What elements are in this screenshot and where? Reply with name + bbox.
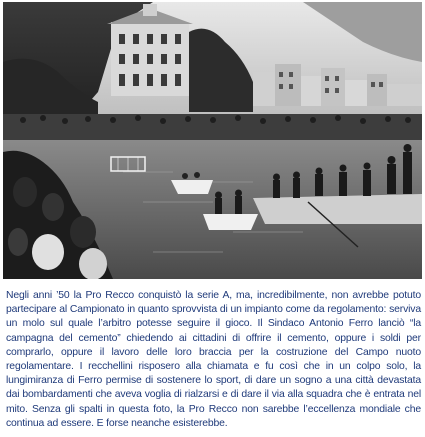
- rowing-boat: [253, 194, 422, 224]
- photo-illustration: [3, 2, 422, 279]
- historical-photo: [3, 2, 422, 279]
- photo-caption: Negli anni ’50 la Pro Recco conquistò la serie A, ma, incredibilmente, non avrebbe potuto partecipare al Campionato in quanto sprovvista di un impianto come da regolamento: serviva un molo sul quale l’arbitro potesse seguire il gioco. Il Sindaco Antonio Ferro lanciò “la campagna del cemento” chiedendo ai cittadini di offrire il cemento, oppure i soldi per comprarlo, oppure il lavoro delle loro braccia per la costruzione del Campo nuoto regolamentare. I recchellini risposero alla chiamata e fu così che in un colpo solo, la lungimiranza di Ferro permise di sostenere lo sport, di dare un sogno a una città devastata dai bombardamenti che aveva voglia di rialzarsi e di dare il via alla squadra che è entrata nel mito. Senza gli spalti in questa foto, la Pro Recco non sarebbe l’eccellenza mondiale che continua ad essere. E forse neanche esisterebbe.: [6, 290, 421, 429]
- referee-boat: [203, 214, 258, 230]
- small-boat: [171, 180, 213, 194]
